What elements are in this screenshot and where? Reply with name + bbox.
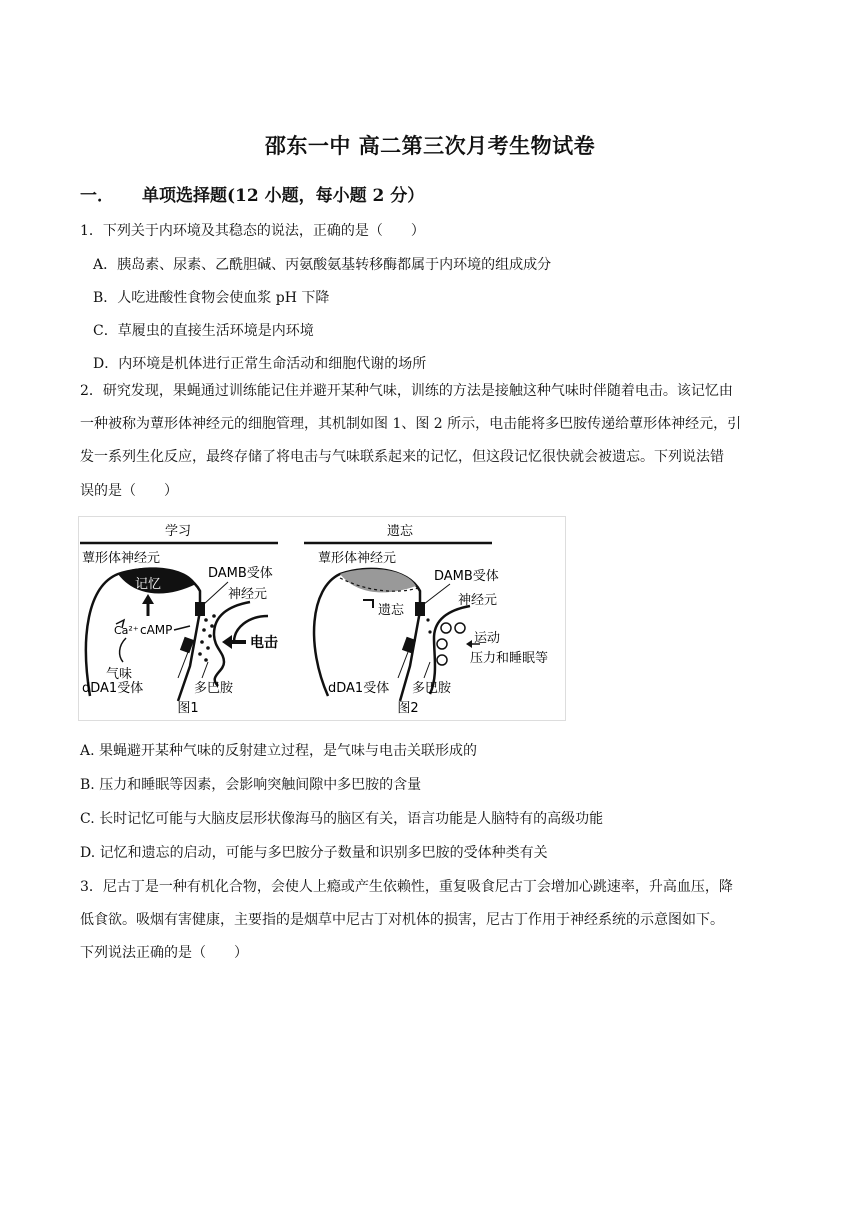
q2-stem-line-4: 误的是（ ） (80, 483, 178, 499)
fig1-caption: 图1 (177, 701, 199, 716)
fig1-damb-receptor (195, 602, 205, 616)
fig1-odor-label: 气味 (106, 667, 133, 682)
fig2-damb-receptor (415, 602, 425, 616)
fig1-shock-label: 电击 (250, 635, 278, 651)
fig2-dopamine-label: 多巴胺 (412, 681, 452, 696)
section-heading (80, 181, 424, 206)
fig1-dda1-label: dDA1受体 (82, 681, 144, 696)
section-title: 单项选择题(12 小题，每小题 2 分） (142, 186, 425, 206)
fig2-forget-label: 遗忘 (378, 603, 405, 618)
q1-option-d: D．内环境是机体进行正常生命活动和细胞代谢的场所 (93, 356, 427, 372)
q2-stem-line-3: 发一系列生化反应，最终存储了将电击与气味联系起来的记忆，但这段记忆很快就会被遗忘。下列说法错 (80, 449, 724, 465)
fig1-dopamine-label: 多巴胺 (194, 681, 234, 696)
fig2-exercise-label: 运动 (474, 631, 501, 646)
fig2-stress-label: 压力和睡眠等 (470, 651, 549, 666)
fig2-caption: 图2 (397, 701, 419, 716)
q2-figure-svg (78, 516, 566, 721)
q3-stem-line-3: 下列说法正确的是（ ） (80, 945, 248, 961)
q2-option-b: B. 压力和睡眠等因素，会影响突触间隙中多巴胺的含量 (80, 777, 422, 793)
fig1-neuron2-label: 神经元 (228, 587, 268, 602)
fig1-damb-label: DAMB受体 (208, 566, 273, 581)
q3-stem-line-1: 3．尼古丁是一种有机化合物，会使人上瘾或产生依赖性，重复吸食尼古丁会增加心跳速率，升高血压，降 (80, 879, 733, 895)
q2-stem-line-2: 一种被称为蕈形体神经元的细胞管理，其机制如图 1、图 2 所示，电击能将多巴胺传递给蕈形体神经元，引 (80, 416, 742, 432)
q2-option-c: C. 长时记忆可能与大脑皮层形状像海马的脑区有关，语言功能是人脑特有的高级功能 (80, 811, 604, 827)
q3-stem-line-2: 低食欲。吸烟有害健康，主要指的是烟草中尼古丁对机体的损害，尼古丁作用于神经系统的示意图如下。 (80, 912, 724, 928)
q1-option-b: B．人吃进酸性食物会使血浆 pH 下降 (93, 290, 330, 306)
fig2-header: 遗忘 (386, 524, 414, 539)
fig1-header: 学习 (164, 524, 192, 539)
q2-option-a: A. 果蝇避开某种气味的反射建立过程，是气味与电击关联形成的 (80, 743, 478, 759)
q1-option-a: A．胰岛素、尿素、乙酰胆碱、丙氨酸氨基转移酶都属于内环境的组成成分 (93, 257, 552, 273)
fig2-neuron-label: 蕈形体神经元 (318, 551, 397, 566)
q1-stem: 1．下列关于内环境及其稳态的说法，正确的是（ ） (80, 223, 425, 239)
q1-option-c: C．草履虫的直接生活环境是内环境 (93, 323, 314, 339)
fig2-damb-label: DAMB受体 (434, 569, 499, 584)
section-number: 一． (80, 186, 114, 206)
fig1-neuron-label: 蕈形体神经元 (82, 551, 161, 566)
page-title: 邵东一中 高二第三次月考生物试卷 (264, 133, 596, 158)
fig2-neuron2-label: 神经元 (458, 593, 498, 608)
q2-stem-line-1: 2．研究发现，果蝇通过训练能记住并避开某种气味，训练的方法是接触这种气味时伴随着电击。该记忆由 (80, 383, 733, 399)
fig1-camp-label: cAMP (140, 623, 173, 637)
fig1-ca-label: Ca²⁺ (114, 624, 139, 637)
q2-figure (78, 516, 566, 721)
fig2-dda1-label: dDA1受体 (328, 681, 390, 696)
q2-option-d: D. 记忆和遗忘的启动，可能与多巴胺分子数量和识别多巴胺的受体种类有关 (80, 845, 548, 861)
fig1-memory-label: 记忆 (134, 577, 162, 592)
